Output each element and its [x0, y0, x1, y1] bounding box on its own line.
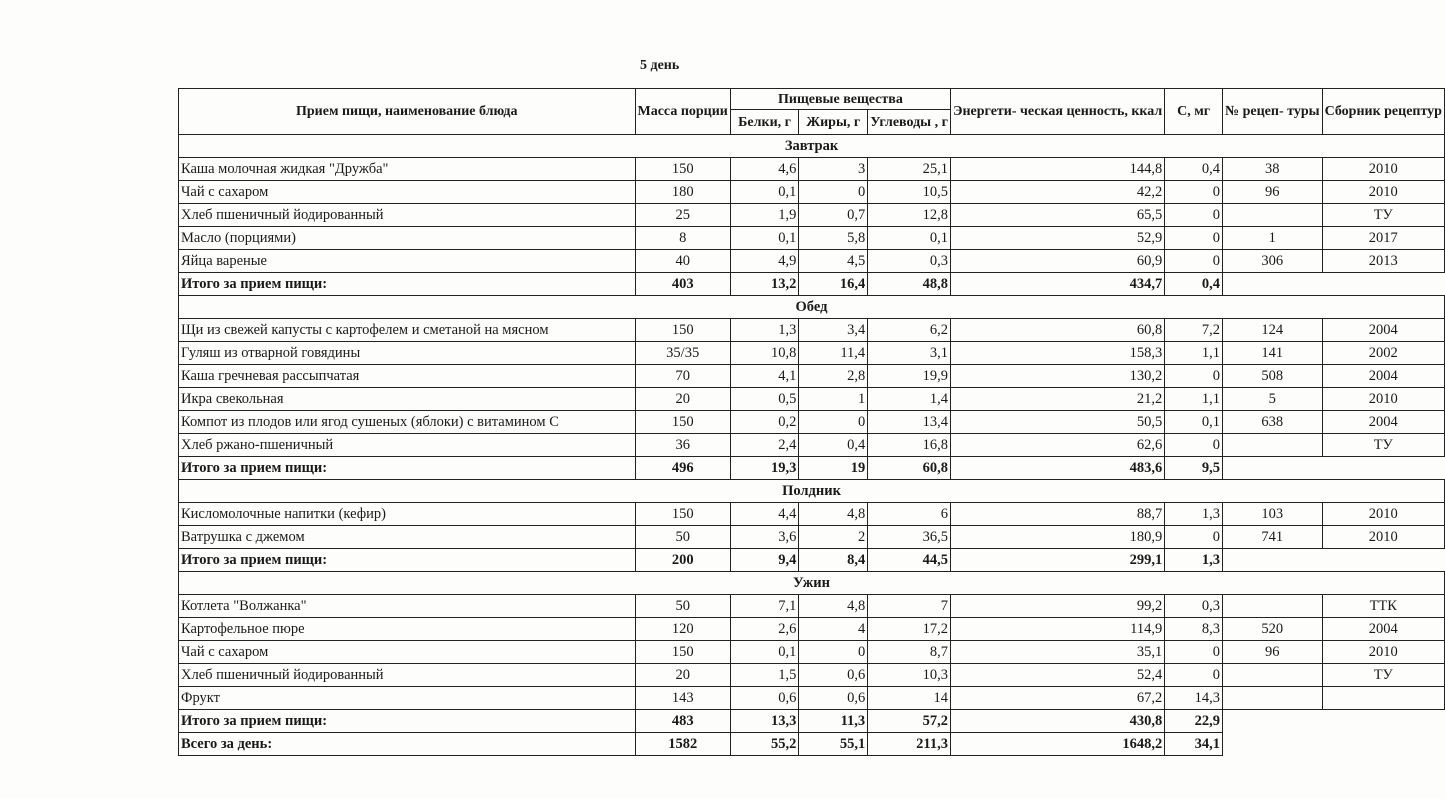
table-cell: 11,4	[799, 342, 868, 365]
table-cell: Хлеб пшеничный йодированный	[179, 664, 636, 687]
table-cell: 6,2	[868, 319, 951, 342]
table-cell: 4,5	[799, 250, 868, 273]
table-cell: Чай с сахаром	[179, 181, 636, 204]
grand-total-row	[179, 733, 1445, 756]
table-row	[179, 434, 1445, 457]
table-row	[179, 411, 1445, 434]
total-cell: 1,3	[1165, 549, 1223, 572]
table-cell: 38	[1223, 158, 1323, 181]
table-cell: 144,8	[950, 158, 1164, 181]
total-cell: 11,3	[799, 710, 868, 733]
table-row	[179, 250, 1445, 273]
table-cell: 150	[635, 411, 730, 434]
table-row	[179, 641, 1445, 664]
table-cell: 1	[799, 388, 868, 411]
table-cell: 150	[635, 641, 730, 664]
table-cell: 2004	[1322, 411, 1444, 434]
table-cell: 0,6	[730, 687, 798, 710]
table-cell: 13,4	[868, 411, 951, 434]
table-cell: 0,6	[799, 664, 868, 687]
table-cell: 0,1	[730, 181, 798, 204]
table-header	[179, 89, 1445, 135]
table-cell: Котлета "Волжанка"	[179, 595, 636, 618]
total-cell: 483,6	[950, 457, 1164, 480]
table-row	[179, 227, 1445, 250]
total-cell: Итого за прием пищи:	[179, 549, 636, 572]
table-cell: 0	[1165, 526, 1223, 549]
table-cell: 2010	[1322, 158, 1444, 181]
table-cell: 2013	[1322, 250, 1444, 273]
table-cell: 4,9	[730, 250, 798, 273]
table-cell: Фрукт	[179, 687, 636, 710]
empty-cell	[1223, 457, 1445, 480]
total-row	[179, 710, 1445, 733]
empty-cell	[1223, 549, 1445, 572]
table-cell: Компот из плодов или ягод сушеных (яблоки) с витамином С	[179, 411, 636, 434]
table-cell: 508	[1223, 365, 1323, 388]
table-cell: 0,7	[799, 204, 868, 227]
table-cell: 180,9	[950, 526, 1164, 549]
table-cell: 14	[868, 687, 951, 710]
table-cell: 2004	[1322, 319, 1444, 342]
total-row	[179, 273, 1445, 296]
table-cell: 4,4	[730, 503, 798, 526]
table-cell: 1,4	[868, 388, 951, 411]
table-cell: 0,1	[730, 227, 798, 250]
total-cell: 9,5	[1165, 457, 1223, 480]
table-cell: 0	[1165, 434, 1223, 457]
table-cell: 1,1	[1165, 388, 1223, 411]
day-title: 5 день	[640, 58, 680, 73]
table-cell: Каша гречневая рассыпчатая	[179, 365, 636, 388]
table-cell: 3,6	[730, 526, 798, 549]
grand-total-cell: 1582	[635, 733, 730, 756]
table-cell: 2004	[1322, 365, 1444, 388]
table-cell: 62,6	[950, 434, 1164, 457]
table-row	[179, 158, 1445, 181]
header-fat: Жиры, г	[799, 110, 868, 135]
table-cell: 0,4	[1165, 158, 1223, 181]
table-row	[179, 687, 1445, 710]
total-cell: 44,5	[868, 549, 951, 572]
total-cell: 48,8	[868, 273, 951, 296]
table-cell: 2010	[1322, 503, 1444, 526]
total-cell: 19,3	[730, 457, 798, 480]
table-cell: 3	[799, 158, 868, 181]
table-cell: 0,5	[730, 388, 798, 411]
table-cell: 0	[1165, 204, 1223, 227]
section-row	[179, 296, 1445, 319]
table-cell: 2010	[1322, 388, 1444, 411]
empty-cell	[1223, 710, 1445, 733]
table-cell: 0	[1165, 365, 1223, 388]
grand-total-cell: 211,3	[868, 733, 951, 756]
table-cell: 0,2	[730, 411, 798, 434]
table-cell: 1,9	[730, 204, 798, 227]
table-cell: Яйца вареные	[179, 250, 636, 273]
total-cell: Итого за прием пищи:	[179, 457, 636, 480]
table-cell: 0,1	[730, 641, 798, 664]
header-protein: Белки, г	[730, 110, 798, 135]
table-cell: 0,3	[868, 250, 951, 273]
table-cell: ТУ	[1322, 664, 1444, 687]
table-cell: 158,3	[950, 342, 1164, 365]
table-row	[179, 526, 1445, 549]
table-cell: 96	[1223, 181, 1323, 204]
table-cell: 1	[1223, 227, 1323, 250]
table-cell: 12,8	[868, 204, 951, 227]
table-cell: 99,2	[950, 595, 1164, 618]
table-cell	[1223, 595, 1323, 618]
header-meal: Прием пищи, наименование блюда	[179, 89, 636, 135]
total-cell: 16,4	[799, 273, 868, 296]
table-cell: 36,5	[868, 526, 951, 549]
section-row	[179, 480, 1445, 503]
table-cell: 19,9	[868, 365, 951, 388]
table-cell: Картофельное пюре	[179, 618, 636, 641]
table-cell: 143	[635, 687, 730, 710]
total-row	[179, 549, 1445, 572]
table-cell: 3,4	[799, 319, 868, 342]
total-cell: 430,8	[950, 710, 1164, 733]
section-title: Ужин	[179, 572, 1445, 595]
total-cell: 0,4	[1165, 273, 1223, 296]
table-cell: 20	[635, 388, 730, 411]
table-row	[179, 342, 1445, 365]
table-cell: 4,8	[799, 503, 868, 526]
table-cell: 141	[1223, 342, 1323, 365]
table-cell: 0,4	[799, 434, 868, 457]
table-cell: 60,9	[950, 250, 1164, 273]
total-cell: 483	[635, 710, 730, 733]
table-row	[179, 618, 1445, 641]
total-cell: 9,4	[730, 549, 798, 572]
table-cell: 5	[1223, 388, 1323, 411]
table-cell	[1223, 664, 1323, 687]
section-title: Завтрак	[179, 135, 1445, 158]
table-cell	[1223, 434, 1323, 457]
total-cell: 434,7	[950, 273, 1164, 296]
table-cell: 4	[799, 618, 868, 641]
table-cell: 1,5	[730, 664, 798, 687]
table-cell: 0,3	[1165, 595, 1223, 618]
table-cell: 0	[1165, 641, 1223, 664]
total-cell: 299,1	[950, 549, 1164, 572]
table-cell: 3,1	[868, 342, 951, 365]
table-cell: 25,1	[868, 158, 951, 181]
table-cell: 70	[635, 365, 730, 388]
table-cell: 8,7	[868, 641, 951, 664]
table-cell: 0	[1165, 664, 1223, 687]
table-cell: Масло (порциями)	[179, 227, 636, 250]
table-cell: 2,4	[730, 434, 798, 457]
table-cell: 2017	[1322, 227, 1444, 250]
table-row	[179, 204, 1445, 227]
table-row	[179, 664, 1445, 687]
table-cell: 2010	[1322, 181, 1444, 204]
grand-total-cell: 55,1	[799, 733, 868, 756]
table-cell: 2	[799, 526, 868, 549]
table-cell: 67,2	[950, 687, 1164, 710]
header-mass: Масса порции	[635, 89, 730, 135]
table-cell: Икра свекольная	[179, 388, 636, 411]
table-cell: 150	[635, 158, 730, 181]
table-row	[179, 388, 1445, 411]
section-title: Обед	[179, 296, 1445, 319]
table-cell: 1,3	[1165, 503, 1223, 526]
header-collection: Сборник рецептур	[1322, 89, 1444, 135]
table-cell: Кисломолочные напитки (кефир)	[179, 503, 636, 526]
table-cell: 1,3	[730, 319, 798, 342]
table-cell: 0,1	[868, 227, 951, 250]
table-cell: 638	[1223, 411, 1323, 434]
table-cell: 7,1	[730, 595, 798, 618]
table-cell: 16,8	[868, 434, 951, 457]
grand-total-cell: 55,2	[730, 733, 798, 756]
total-cell: 8,4	[799, 549, 868, 572]
table-cell: 7	[868, 595, 951, 618]
total-cell: 13,3	[730, 710, 798, 733]
menu-table	[178, 88, 1445, 756]
table-cell: 2,6	[730, 618, 798, 641]
table-row	[179, 503, 1445, 526]
table-body	[179, 135, 1445, 756]
total-cell: 57,2	[868, 710, 951, 733]
table-cell: 1,1	[1165, 342, 1223, 365]
table-row	[179, 365, 1445, 388]
empty-cell	[1223, 273, 1445, 296]
table-cell: 306	[1223, 250, 1323, 273]
table-cell: 5,8	[799, 227, 868, 250]
total-cell: Итого за прием пищи:	[179, 273, 636, 296]
table-cell: 50	[635, 595, 730, 618]
table-cell: Каша молочная жидкая "Дружба"	[179, 158, 636, 181]
table-cell: 21,2	[950, 388, 1164, 411]
total-cell: 496	[635, 457, 730, 480]
table-cell: 0,6	[799, 687, 868, 710]
table-cell: 0	[799, 411, 868, 434]
table-cell: 36	[635, 434, 730, 457]
table-cell: Щи из свежей капусты с картофелем и сметаной на мясном	[179, 319, 636, 342]
table-cell: 8,3	[1165, 618, 1223, 641]
section-row	[179, 135, 1445, 158]
table-cell: 0	[1165, 250, 1223, 273]
table-cell: 52,9	[950, 227, 1164, 250]
table-cell: Гуляш из отварной говядины	[179, 342, 636, 365]
table-cell: 52,4	[950, 664, 1164, 687]
total-cell: 60,8	[868, 457, 951, 480]
grand-total-cell: 34,1	[1165, 733, 1223, 756]
table-cell: 180	[635, 181, 730, 204]
table-row	[179, 319, 1445, 342]
header-energy: Энергети- ческая ценность, ккал	[950, 89, 1164, 135]
table-cell: ТУ	[1322, 434, 1444, 457]
table-cell: 2,8	[799, 365, 868, 388]
table-cell: 0,1	[1165, 411, 1223, 434]
table-cell: 50	[635, 526, 730, 549]
section-title: Полдник	[179, 480, 1445, 503]
table-cell: 2010	[1322, 526, 1444, 549]
table-cell: 741	[1223, 526, 1323, 549]
table-cell	[1223, 687, 1323, 710]
total-cell: 19	[799, 457, 868, 480]
table-cell: 114,9	[950, 618, 1164, 641]
total-cell: 22,9	[1165, 710, 1223, 733]
table-cell: 124	[1223, 319, 1323, 342]
total-row	[179, 457, 1445, 480]
table-cell	[1322, 687, 1444, 710]
grand-total-cell: 1648,2	[950, 733, 1164, 756]
table-cell: 14,3	[1165, 687, 1223, 710]
table-cell: 10,5	[868, 181, 951, 204]
table-cell: 6	[868, 503, 951, 526]
table-cell: 150	[635, 319, 730, 342]
table-cell: 88,7	[950, 503, 1164, 526]
table-cell: 0	[799, 181, 868, 204]
table-cell: Чай с сахаром	[179, 641, 636, 664]
table-cell: 60,8	[950, 319, 1164, 342]
table-cell: Хлеб пшеничный йодированный	[179, 204, 636, 227]
table-cell: 25	[635, 204, 730, 227]
total-cell: 200	[635, 549, 730, 572]
total-cell: Итого за прием пищи:	[179, 710, 636, 733]
table-cell: 50,5	[950, 411, 1164, 434]
table-cell: 120	[635, 618, 730, 641]
grand-total-cell: Всего за день:	[179, 733, 636, 756]
total-cell: 13,2	[730, 273, 798, 296]
table-cell: 10,8	[730, 342, 798, 365]
table-cell: 0	[799, 641, 868, 664]
table-cell: 2002	[1322, 342, 1444, 365]
table-cell	[1223, 204, 1323, 227]
table-cell: 103	[1223, 503, 1323, 526]
table-cell: 150	[635, 503, 730, 526]
table-cell: 65,5	[950, 204, 1164, 227]
table-cell: Ватрушка с джемом	[179, 526, 636, 549]
table-cell: Хлеб ржано-пшеничный	[179, 434, 636, 457]
header-nutrients: Пищевые вещества	[730, 89, 950, 110]
table-row	[179, 595, 1445, 618]
table-cell: 17,2	[868, 618, 951, 641]
table-cell: 4,1	[730, 365, 798, 388]
total-cell: 403	[635, 273, 730, 296]
header-vitc: С, мг	[1165, 89, 1223, 135]
table-cell: 520	[1223, 618, 1323, 641]
table-cell: 96	[1223, 641, 1323, 664]
table-cell: 8	[635, 227, 730, 250]
header-carbs: Углеводы , г	[868, 110, 951, 135]
table-cell: 4,6	[730, 158, 798, 181]
table-cell: 40	[635, 250, 730, 273]
table-row	[179, 181, 1445, 204]
table-cell: 2004	[1322, 618, 1444, 641]
table-cell: 0	[1165, 227, 1223, 250]
table-cell: ТТК	[1322, 595, 1444, 618]
table-cell: 20	[635, 664, 730, 687]
table-cell: 10,3	[868, 664, 951, 687]
table-cell: ТУ	[1322, 204, 1444, 227]
table-cell: 2010	[1322, 641, 1444, 664]
table-cell: 35,1	[950, 641, 1164, 664]
table-cell: 0	[1165, 181, 1223, 204]
section-row	[179, 572, 1445, 595]
table-cell: 130,2	[950, 365, 1164, 388]
header-recipe-no: № рецеп- туры	[1223, 89, 1323, 135]
table-cell: 4,8	[799, 595, 868, 618]
table-cell: 42,2	[950, 181, 1164, 204]
table-cell: 7,2	[1165, 319, 1223, 342]
table-cell: 35/35	[635, 342, 730, 365]
empty-cell	[1223, 733, 1445, 756]
